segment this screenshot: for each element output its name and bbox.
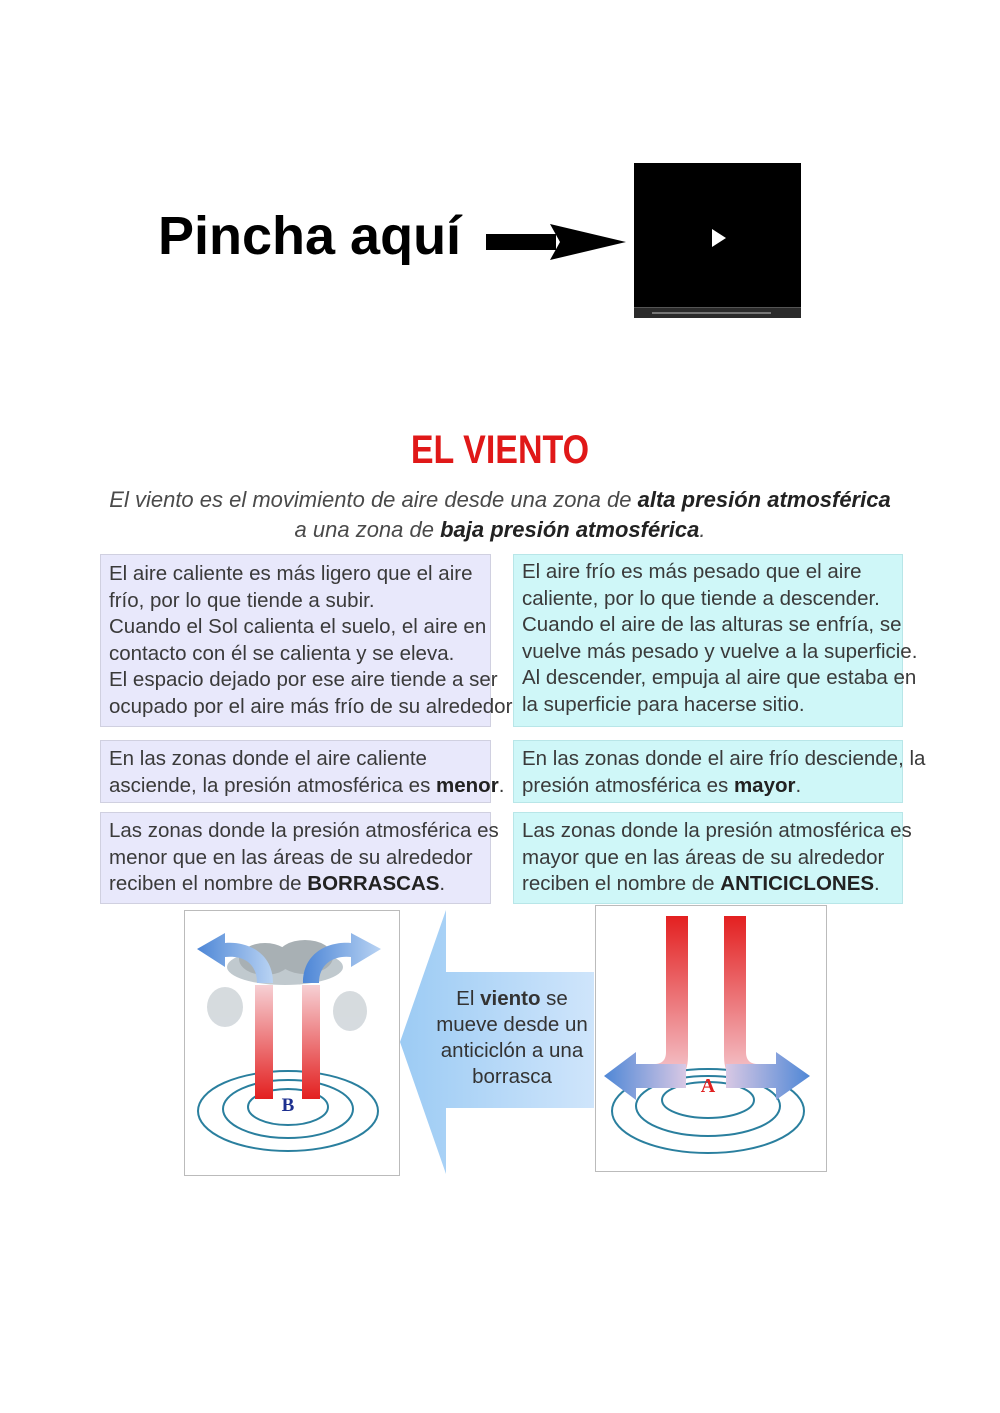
low-pressure-diagram (184, 910, 400, 1176)
video-progress-track[interactable] (652, 312, 771, 314)
high-pressure-diagram (595, 905, 827, 1172)
play-icon[interactable] (708, 226, 730, 250)
descending-column-left (636, 916, 688, 1086)
low-pressure-box: En las zonas donde el aire caliente asciende, la presión atmosférica es menor. (100, 740, 491, 803)
intro-line-2: a una zona de baja presión atmosférica. (294, 517, 706, 542)
high-pressure-box: En las zonas donde el aire frío desciende, la presión atmosférica es mayor. (513, 740, 903, 803)
outflow-arrow-right (303, 933, 381, 983)
hot-air-box: El aire caliente es más ligero que el aire frío, por lo que tiende a subir. Cuando el Sol calienta el suelo, el aire en contacto con él se calienta y se eleva. El espacio dejado por ese aire tiende a ser ocupado por el aire más frío de su alrededor (100, 554, 491, 727)
descending-column-right (724, 916, 776, 1086)
video-player[interactable] (634, 163, 801, 318)
page-title: EL VIENTO (410, 428, 590, 472)
anticiclones-box: Las zonas donde la presión atmosférica es mayor que en las áreas de su alrededor reciben el nombre de ANTICICLONES. (513, 812, 903, 904)
high-pressure-label: A (700, 1075, 716, 1097)
wind-direction-text: El viento se mueve desde un anticiclón a una borrasca (436, 987, 588, 1088)
borrascas-box: Las zonas donde la presión atmosférica es menor que en las áreas de su alrededor reciben el nombre de BORRASCAS. (100, 812, 491, 904)
video-controls-bar[interactable] (634, 307, 801, 318)
rising-column-right (302, 985, 320, 1099)
low-pressure-label: B (281, 1095, 295, 1116)
pincha-aqui-label[interactable]: Pincha aquí (158, 206, 462, 266)
intro-line-1: El viento es el movimiento de aire desde una zona de alta presión atmosférica (109, 487, 891, 512)
cold-air-box: El aire frío es más pesado que el aire caliente, por lo que tiende a descender. Cuando el aire de las alturas se enfría, se vuelve más pesado y vuelve a la superficie. Al descender, empuja al aire que estaba en la superficie para hacerse sitio. (513, 554, 903, 727)
arrow-right-icon (486, 212, 626, 272)
rising-column-left (255, 985, 273, 1099)
